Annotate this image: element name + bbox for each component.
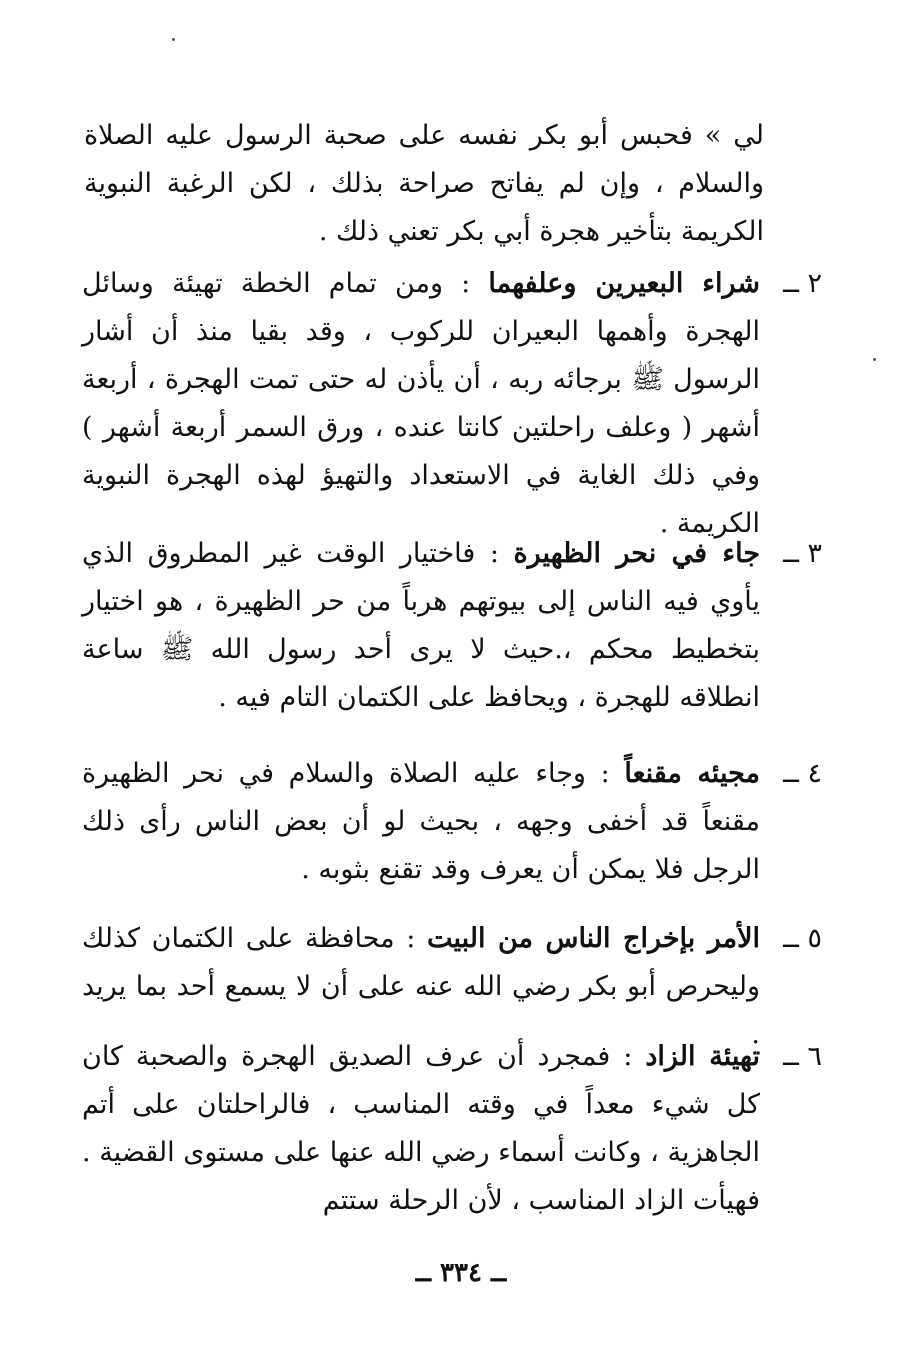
item-number: ٣ ــ: [783, 538, 822, 569]
item-heading: شراء البعيرين وعلفهما: [488, 268, 761, 299]
scan-speck: [873, 358, 876, 361]
item-text: : فاختيار الوقت غير المطروق الذي يأوي فيه الناس إلى بيوتهم هرباً من حر الظهيرة ، هو اختيار بتخطيط محكم ،.حيث لا يرى أحد رسول الله ﷺ ساعة انطلاقه للهجرة ، ويحافظ على الكتمان التام فيه .: [82, 538, 760, 713]
list-item: [82, 260, 822, 548]
list-item: [82, 750, 822, 894]
item-heading: مجيئه مقنعاً: [624, 758, 760, 789]
item-number: ٤ ــ: [783, 758, 822, 789]
item-text: : ومن تمام الخطة تهيئة وسائل الهجرة وأهمها البعيران للركوب ، وقد بقيا منذ أن أشار الرسول ﷺ برجائه ربه ، أن يأذن له حتى تمت الهجرة ، أربعة أشهر ( وعلف راحلتين كانتا عنده ، ورق السمر أربعة أشهر ) وفي ذلك الغاية في الاستعداد والتهيؤ لهذه الهجرة النبوية الكريمة .: [82, 268, 760, 539]
item-heading: الأمر بإخراج الناس من البيت: [427, 923, 760, 954]
item-number: ٦ ــ: [783, 1041, 822, 1072]
item-body: [82, 1033, 760, 1225]
item-body: [82, 530, 760, 722]
item-heading: تهيئة الزاد: [645, 1041, 760, 1072]
page-number: ــ ٣٣٤ ــ: [415, 1258, 507, 1288]
item-body: [82, 260, 760, 548]
item-body: [82, 750, 760, 894]
item-text: : فمجرد أن عرف الصديق الهجرة والصحبة كان كل شيء معداً في وقته المناسب ، فالراحلتان على أتم الجاهزية ، وكانت أسماء رضي الله عنها على مستوى القضية . فهيأت الزاد المناسب ، لأن الرحلة ستتم: [82, 1041, 760, 1216]
item-heading: جاء في نحر الظهيرة: [513, 538, 761, 569]
item-text: : وجاء عليه الصلاة والسلام في نحر الظهيرة مقنعاً قد أخفى وجهه ، بحيث لو أن بعض الناس رأى ذلك الرجل فلا يمكن أن يعرف وقد تقنع بثوبه .: [82, 758, 760, 885]
item-number: ٢ ــ: [783, 268, 822, 299]
list-item: [82, 530, 822, 722]
list-item: [82, 1033, 822, 1225]
intro-paragraph: لي » فحبس أبو بكر نفسه على صحبة الرسول عليه الصلاة والسلام ، وإن لم يفاتح صراحة بذلك ، لكن الرغبة النبوية الكريمة بتأخير هجرة أبي بكر تعني ذلك .: [84, 120, 764, 247]
item-number: ٥ ــ: [783, 923, 822, 954]
scan-speck: [172, 38, 175, 41]
item-text: : محافظة على الكتمان كذلك وليحرص أبو بكر رضي الله عنه على أن لا يسمع أحد بما يريد .: [82, 923, 760, 1050]
